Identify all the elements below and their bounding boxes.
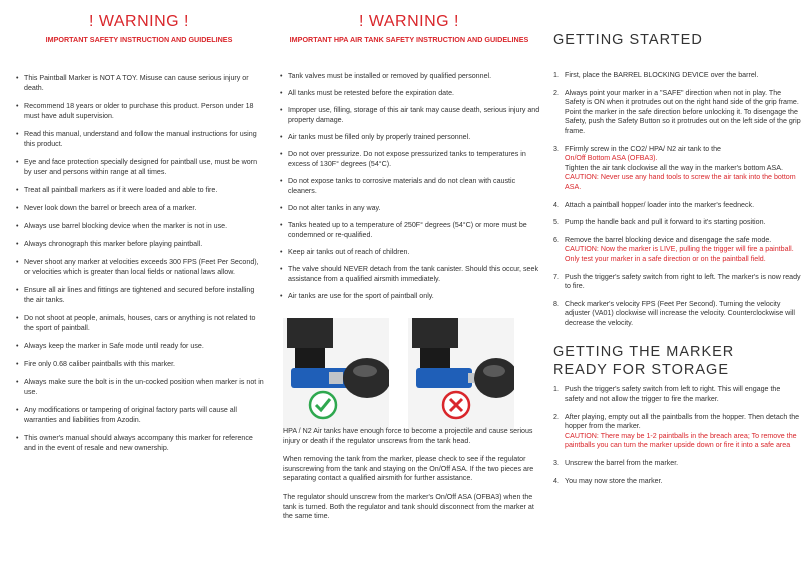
step-text: You may now store the marker.	[565, 476, 663, 485]
tank-paragraph-3: The regulator should unscrew from the marker's On/Off ASA (OFBA3) when the tank is turned. Both the regulator and tank should disconnect from the marker at the same time.	[283, 492, 534, 521]
step-item	[553, 300, 801, 329]
step-text: Always point your marker in a "SAFE" direction when not in play. The Safety is ON when it protrudes out on the right hand side of the grip frame. Point the marker in the safe direction before unlocking it. To disengage the Safety, push the Safety Button so it protrudes out on the left side of the grip frame.	[565, 88, 801, 135]
list-item: • Always use barrel blocking device when the marker is not in use.	[14, 221, 264, 231]
step-item	[553, 71, 801, 81]
list-item: • Read this manual, understand and follow the manual instructions for using this product.	[14, 129, 264, 149]
step-text: Pump the handle back and pull it forward to it's starting position.	[565, 218, 766, 227]
step-caution: CAUTION: There may be 1-2 paintballs in the breach area; To remove the paintballs you can turn the marker upside down or fire it into a safe area	[565, 431, 797, 450]
step-number: 1.	[553, 71, 559, 79]
list-item: • Never look down the barrel or breech area of a marker.	[14, 203, 264, 213]
list-item: • This owner's manual should always accompany this marker for reference and in the event of resale and new ownership.	[14, 433, 264, 453]
step-number: 3.	[553, 459, 559, 468]
step-number: 3.	[553, 144, 559, 153]
list-item: • Air tanks must be filled only by properly trained personnel.	[278, 132, 540, 142]
incorrect-photo	[408, 318, 514, 430]
step-text: After playing, empty out all the paintballs from the hopper. Then detach the hopper from the marker.	[565, 412, 800, 431]
tank-safety-list	[278, 71, 540, 301]
list-item: • Fire only 0.68 caliber paintballs with this marker.	[14, 359, 264, 369]
list-item: • Do not alter tanks in any way.	[278, 203, 540, 213]
list-item: • Improper use, filling, storage of this air tank may cause death, serious injury and property damage.	[278, 105, 540, 125]
step-item	[553, 201, 801, 211]
step-item	[553, 218, 801, 228]
list-item: • This Paintball Marker is NOT A TOY. Misuse can cause serious injury or death.	[14, 73, 264, 93]
list-item: • All tanks must be retested before the expiration date.	[278, 88, 540, 98]
step-item	[553, 477, 801, 487]
list-item: • Ensure all air lines and fittings are tightened and secured before installing the air tanks.	[14, 285, 264, 305]
step-item	[553, 385, 801, 404]
middle-paragraphs	[283, 427, 541, 522]
step-text: Push the trigger's safety switch from left to right. This will engage the safety and not allow the trigger to fire the marker.	[565, 385, 781, 404]
step-number: 1.	[553, 385, 559, 394]
list-item: • Do not over pressurize. Do not expose pressurized tanks to temperatures in excess of 130F° degrees (54°C).	[278, 149, 540, 169]
list-item: • Keep air tanks out of reach of children.	[278, 247, 540, 257]
list-item: • Always chronograph this marker before playing paintball.	[14, 239, 264, 249]
step-number: 6.	[553, 235, 559, 244]
step-number: 8.	[553, 299, 559, 308]
storage-heading-line2: READY FOR STORAGE	[553, 362, 729, 379]
step-number: 2.	[553, 88, 559, 97]
list-item: • Always make sure the bolt is in the un-cocked position when marker is not in use.	[14, 377, 264, 397]
check-icon	[310, 392, 336, 418]
list-item: • Tank valves must be installed or removed by qualified personnel.	[278, 71, 540, 81]
step-text: Attach a paintball hopper/ loader into the marker's feedneck.	[565, 200, 755, 209]
step-caution: On/Off Bottom ASA (OFBA3).	[565, 154, 658, 163]
step-text: Check marker's velocity FPS (Feet Per Second). Turning the velocity adjuster (VA01) clockwise will increase the velocity. Counterclockwise will decrease the velocity.	[565, 299, 795, 327]
middle-column	[278, 0, 540, 301]
step-item	[553, 273, 801, 292]
step-item	[553, 145, 801, 193]
tank-paragraph-1: HPA / N2 Air tanks have enough force to become a projectile and cause serious injury or death if the regulator unscrews from the tank head.	[283, 427, 533, 445]
middle-warning-title: ! WARNING !	[358, 13, 459, 30]
list-item: • The valve should NEVER detach from the tank canister. Should this occur, seek assistance from a qualified airsmith immediately.	[278, 264, 540, 284]
step-text: First, place the BARREL BLOCKING DEVICE over the barrel.	[565, 71, 759, 79]
list-item: • Never shoot any marker at velocities exceeds 300 FPS (Feet Per Second), or velocities which is greater than local fields or national laws allow.	[14, 257, 264, 277]
left-column	[14, 0, 264, 453]
list-item: • Always keep the marker in Safe mode until ready for use.	[14, 341, 264, 351]
left-safety-list	[14, 73, 264, 453]
left-warning-title: ! WARNING !	[88, 13, 189, 30]
step-item	[553, 459, 801, 469]
list-item: • Do not shoot at people, animals, houses, cars or anything is not related to the sport of paintball.	[14, 313, 264, 333]
step-number: 4.	[553, 476, 559, 485]
step-number: 7.	[553, 272, 559, 281]
list-item: • Tanks heated up to a temperature of 250F° degrees (54°C) or more must be condemned or re-qualified.	[278, 220, 540, 240]
correct-photo	[283, 318, 389, 430]
list-item: • Air tanks are use for the sport of paintball only.	[278, 291, 540, 301]
list-item: • Recommend 18 years or older to purchase this product. Person under 18 must have adult supervision.	[14, 101, 264, 121]
step-text: Unscrew the barrel from the marker.	[565, 459, 679, 468]
step-item	[553, 236, 801, 265]
list-item: • Eye and face protection specially designed for paintball use, must be worn by user and persons within range at all times.	[14, 157, 264, 177]
step-number: 4.	[553, 200, 559, 209]
middle-subtitle: IMPORTANT HPA AIR TANK SAFETY INSTRUCTION AND GUIDELINES	[289, 35, 529, 44]
step-number: 5.	[553, 218, 559, 227]
step-text: FFirmly screw in the CO2/ HPA/ N2 air tank to the	[565, 144, 721, 153]
getting-started-heading: GETTING STARTED	[553, 32, 703, 48]
storage-heading	[553, 343, 801, 379]
step-caution: CAUTION: Never use any hand tools to screw the air tank into the bottom ASA.	[565, 173, 796, 191]
storage-heading-line1: GETTING THE MARKER	[553, 344, 735, 361]
list-item: • Treat all paintball markers as if it were loaded and able to fire.	[14, 185, 264, 195]
list-item: • Do not expose tanks to corrosive materials and do not clean with caustic cleaners.	[278, 176, 540, 196]
tank-paragraph-2: When removing the tank from the marker, please check to see if the regulator isunscrewing from the tank and staying on the On/Off ASA. If the two pieces are separating contact a qualified airsmith for further assistance.	[283, 455, 534, 483]
step-text: Push the trigger's safety switch from right to left. The marker's is now ready to fire.	[565, 272, 801, 291]
left-subtitle: IMPORTANT SAFETY INSTRUCTION AND GUIDELINES	[45, 35, 233, 44]
getting-started-steps	[553, 71, 801, 328]
list-item: • Any modifications or tampering of original factory parts will cause all warranties and liabilities from Azodin.	[14, 405, 264, 425]
step-item	[553, 413, 801, 451]
step-caution: CAUTION: Now the marker is LIVE, pulling the trigger will fire a paintball. Only test your marker in a safe direction or on the paintball field.	[565, 245, 794, 263]
storage-steps	[553, 385, 801, 486]
step-number: 2.	[553, 412, 559, 421]
step-text-continued: Tighten the air tank clockwise all the way in the marker's bottom ASA.	[565, 163, 783, 172]
right-column	[553, 0, 801, 486]
step-text: Remove the barrel blocking device and disengage the safe mode.	[565, 235, 772, 244]
step-item	[553, 89, 801, 137]
